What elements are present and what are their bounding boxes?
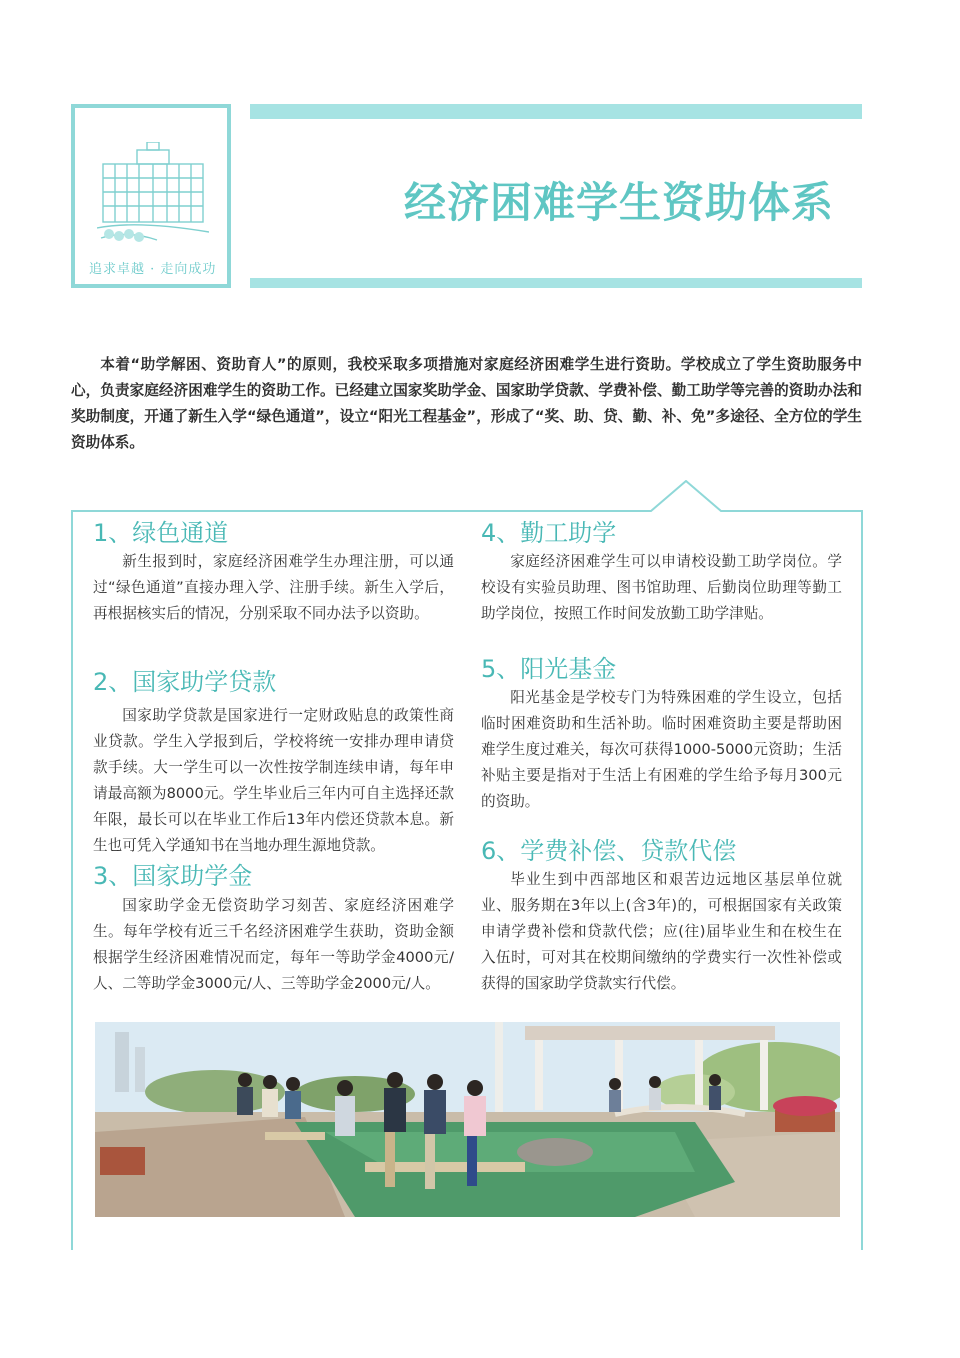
section-title-green-channel: 1、绿色通道 [93, 519, 229, 547]
header-bottom-bar [250, 278, 862, 288]
campus-students-photo [95, 1022, 840, 1217]
section-body-work-study: 家庭经济困难学生可以申请校设勤工助学岗位。学校设有实验员助理、图书馆助理、后勤岗位助理等勤工助学岗位，按照工作时间发放勤工助学津贴。 [481, 553, 842, 622]
section-title-tuition-compensation: 6、学费补偿、贷款代偿 [481, 837, 737, 865]
school-logo-box [71, 104, 231, 288]
section-body-tuition-compensation: 毕业生到中西部地区和艰苦边远地区基层单位就业、服务期在3年以上(含3年)的，可根据国家有关政策申请学费补偿和贷款代偿；应(往)届毕业生和在校生在入伍时，可对其在校期间缴纳的学费实行一次性补偿或获得的国家助学贷款实行代偿。 [481, 871, 842, 992]
section-title-national-loan: 2、国家助学贷款 [93, 668, 277, 696]
intro-paragraph: 本着“助学解困、资助育人”的原则，我校采取多项措施对家庭经济困难学生进行资助。学校成立了学生资助服务中心，负责家庭经济困难学生的资助工作。已经建立国家奖助学金、国家助学贷款、学费补偿、勤工助学等完善的资助办法和奖助制度，开通了新生入学“绿色通道”，设立“阳光工程基金”，形成了“奖、助、贷、勤、补、免”多途径、全方位的学生资助体系。 [71, 356, 862, 451]
header-top-bar [250, 104, 862, 119]
section-body-green-channel: 新生报到时，家庭经济困难学生办理注册，可以通过“绿色通道”直接办理入学、注册手续。新生入学后，再根据核实后的情况，分别采取不同办法予以资助。 [93, 553, 454, 622]
section-title-work-study: 4、勤工助学 [481, 519, 617, 547]
section-title-national-grant: 3、国家助学金 [93, 862, 253, 890]
section-body-national-loan: 国家助学贷款是国家进行一定财政贴息的政策性商业贷款。学生入学报到后，学校将统一安排办理申请贷款手续。大一学生可以一次性按学制连续申请，每年申请最高额为8000元。学生毕业后三年内可自主选择还款年限，最长可以在毕业工作后13年内偿还贷款本息。新生也可凭入学通知书在当地办理生源地贷款。 [93, 707, 454, 854]
campus-building-icon [97, 142, 209, 252]
school-slogan: 追求卓越 · 走向成功 [89, 262, 217, 277]
section-title-sunshine-fund: 5、阳光基金 [481, 655, 617, 683]
page-title: 经济困难学生资助体系 [404, 178, 835, 227]
section-body-sunshine-fund: 阳光基金是学校专门为特殊困难的学生设立，包括临时困难资助和生活补助。临时困难资助主要是帮助困难学生度过难关，每次可获得1000-5000元资助；生活补贴主要是指对于生活上有困难的学生给予每月300元的资助。 [481, 689, 842, 810]
section-body-national-grant: 国家助学金无偿资助学习刻苦、家庭经济困难学生。每年学校有近三千名经济困难学生获助，资助金额根据学生经济困难情况而定，每年一等助学金4000元/人、二等助学金3000元/人、三等助学金2000元/人。 [93, 897, 454, 992]
